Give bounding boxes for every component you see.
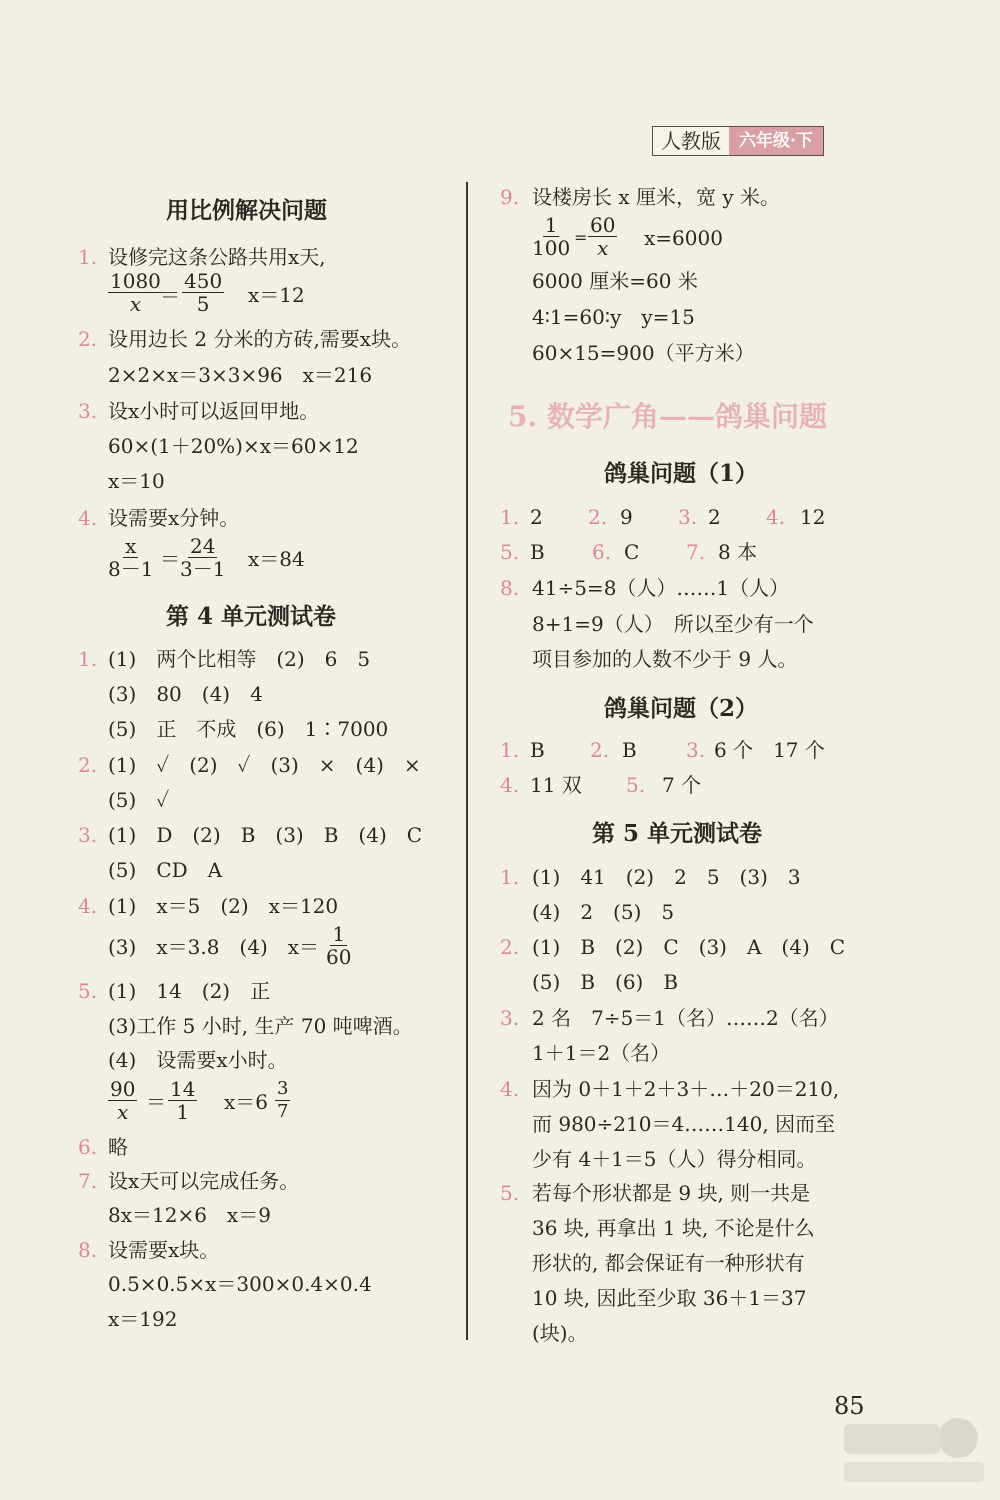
q-number: 7. bbox=[686, 540, 706, 564]
q-number: 5. bbox=[78, 979, 98, 1003]
answer-line: 8+1=9（人） 所以至少有一个 bbox=[532, 612, 814, 636]
q-number: 3. bbox=[678, 505, 698, 529]
q-number: 9. bbox=[500, 185, 520, 209]
equals-sign: = bbox=[574, 228, 588, 247]
answer-line: 形状的, 都会保证有一种形状有 bbox=[532, 1251, 805, 1275]
q-number: 5. bbox=[500, 1181, 520, 1205]
answer-line: (4) 设需要x小时。 bbox=[108, 1048, 288, 1072]
q-number: 4. bbox=[78, 894, 98, 918]
q-number: 8. bbox=[78, 1238, 98, 1262]
answer-line: (1) B (2) C (3) A (4) C bbox=[532, 935, 846, 959]
answer-line: 项目参加的人数不少于 9 人。 bbox=[532, 647, 798, 671]
fraction: $\frac{1}{100}$ bbox=[532, 213, 571, 260]
answer-line: 6000 厘米=60 米 bbox=[532, 269, 698, 293]
answer-line: 2 bbox=[708, 505, 721, 529]
answer-line: 2×2×x＝3×3×96 x＝216 bbox=[108, 363, 373, 387]
answer-line: 2 bbox=[530, 505, 543, 529]
q-number: 1. bbox=[78, 647, 98, 671]
page-number: 85 bbox=[834, 1392, 865, 1420]
answer-line: (5) B (6) B bbox=[532, 970, 679, 994]
q-number: 1. bbox=[500, 738, 520, 762]
answer-line: (1) 两个比相等 (2) 6 5 bbox=[108, 647, 371, 671]
answer-line: 9 bbox=[620, 505, 633, 529]
q-number: 2. bbox=[590, 738, 610, 762]
fraction: $\frac{14}{1}$ bbox=[170, 1077, 196, 1124]
answer-line: (1) 41 (2) 2 5 (3) 3 bbox=[532, 865, 801, 889]
q-number: 2. bbox=[588, 505, 608, 529]
edition-tag bbox=[652, 126, 824, 156]
q-number: 2. bbox=[78, 753, 98, 777]
answer-line: C bbox=[624, 540, 640, 564]
q-number: 1. bbox=[78, 245, 98, 269]
equals-sign: ＝ bbox=[160, 547, 180, 571]
answer-line: 2 名 7÷5＝1（名）……2（名） bbox=[532, 1006, 839, 1030]
answer-line: 设修完这条公路共用x天, bbox=[108, 245, 326, 269]
answer-line: (块)。 bbox=[532, 1321, 588, 1345]
answer-line: 因为 0＋1＋2＋3＋…＋20＝210, bbox=[532, 1077, 840, 1101]
answer-line: 1＋1＝2（名） bbox=[532, 1041, 671, 1065]
column-divider bbox=[466, 182, 468, 1340]
answer-line: 8x＝12×6 x＝9 bbox=[108, 1203, 271, 1227]
answer-line: (4) 2 (5) 5 bbox=[532, 900, 675, 924]
fraction: $\frac{450}{5}$ bbox=[184, 269, 223, 316]
fraction: $\frac{1080}{x}$ bbox=[110, 269, 161, 316]
answer-line: 7 个 bbox=[662, 773, 702, 797]
answer-line: B bbox=[530, 738, 545, 762]
equals-sign: ＝ bbox=[146, 1090, 166, 1114]
q-number: 4. bbox=[500, 773, 520, 797]
answer-line: 60×(1＋20%)×x＝60×12 bbox=[108, 434, 359, 458]
q-number: 7. bbox=[78, 1169, 98, 1193]
answer-line: 10 块, 因此至少取 36＋1＝37 bbox=[532, 1286, 807, 1310]
section-title-unit4-test: 第 4 单元测试卷 bbox=[166, 603, 337, 630]
answer-line: 41÷5=8（人）……1（人） bbox=[532, 576, 790, 600]
answer-line: 12 bbox=[800, 505, 826, 529]
answer-line: (1) 14 (2) 正 bbox=[108, 979, 271, 1003]
q-number: 3. bbox=[78, 399, 98, 423]
answer-line: 设x小时可以返回甲地。 bbox=[108, 399, 320, 423]
q-number: 1. bbox=[500, 505, 520, 529]
answer-line: (5) CD A bbox=[108, 858, 223, 882]
answer-line: B bbox=[622, 738, 637, 762]
answer-line: x＝6 bbox=[224, 1090, 269, 1114]
watermark-logo-icon bbox=[840, 1410, 990, 1490]
fraction: $\frac{3}{7}$ bbox=[277, 1078, 289, 1122]
answer-line: 60×15=900（平方米） bbox=[532, 341, 755, 365]
answer-line: x＝192 bbox=[108, 1307, 178, 1331]
answer-line: (3) x＝3.8 (4) x＝ bbox=[108, 935, 320, 959]
answer-line: 略 bbox=[108, 1135, 128, 1159]
q-number: 3. bbox=[500, 1006, 520, 1030]
equals-sign: ＝ bbox=[160, 283, 180, 307]
answer-line: (1) D (2) B (3) B (4) C bbox=[108, 823, 423, 847]
answer-line: 设需要x块。 bbox=[108, 1238, 220, 1262]
answer-line: (1) x＝5 (2) x＝120 bbox=[108, 894, 339, 918]
answer-line: 8 本 bbox=[718, 540, 758, 564]
answer-line: x＝12 bbox=[248, 283, 305, 307]
section-title-proportion: 用比例解决问题 bbox=[166, 197, 327, 224]
q-number: 6. bbox=[592, 540, 612, 564]
q-number: 5. bbox=[500, 540, 520, 564]
q-number: 4. bbox=[766, 505, 786, 529]
fraction: $\frac{1}{60}$ bbox=[326, 922, 352, 969]
answer-line: 而 980÷210＝4……140, 因而至 bbox=[532, 1112, 836, 1136]
answer-line: 36 块, 再拿出 1 块, 不论是什么 bbox=[532, 1216, 815, 1240]
answer-line: (5) 正 不成 (6) 1∶7000 bbox=[108, 717, 389, 741]
fraction: $\frac{x}{8-1}$ bbox=[108, 534, 154, 581]
answer-line: 若每个形状都是 9 块, 则一共是 bbox=[532, 1181, 811, 1205]
edition-label: 人教版 bbox=[653, 127, 729, 155]
q-number: 4. bbox=[500, 1077, 520, 1101]
answer-line: (5) ✓ bbox=[108, 788, 170, 812]
answer-line: 少有 4＋1＝5（人）得分相同。 bbox=[532, 1147, 817, 1171]
answer-line: 设楼房长 x 厘米，宽 y 米。 bbox=[532, 185, 781, 209]
answer-line: 6 个 17 个 bbox=[714, 738, 825, 762]
q-number: 3. bbox=[686, 738, 706, 762]
answer-line: 11 双 bbox=[530, 773, 582, 797]
q-number: 5. bbox=[626, 773, 646, 797]
answer-line: 0.5×0.5×x＝300×0.4×0.4 bbox=[108, 1272, 372, 1296]
answer-line: x＝10 bbox=[108, 469, 165, 493]
q-number: 1. bbox=[500, 865, 520, 889]
answer-line: (1) ✓ (2) ✓ (3) × (4) × bbox=[108, 753, 421, 777]
answer-line: x＝84 bbox=[248, 547, 305, 571]
q-number: 3. bbox=[78, 823, 98, 847]
q-number: 8. bbox=[500, 576, 520, 600]
fraction: $\frac{24}{3-1}$ bbox=[180, 534, 226, 581]
grade-label: 六年级·下 bbox=[729, 127, 823, 155]
section-title-unit5-test: 第 5 单元测试卷 bbox=[592, 820, 763, 847]
answer-line: B bbox=[530, 540, 545, 564]
fraction: $\frac{60}{x}$ bbox=[590, 213, 616, 260]
answer-line: (3)工作 5 小时, 生产 70 吨啤酒。 bbox=[108, 1014, 413, 1038]
q-number: 4. bbox=[78, 506, 98, 530]
q-number: 2. bbox=[78, 327, 98, 351]
section-title-pigeonhole-1: 鸽巢问题（1） bbox=[604, 460, 759, 487]
q-number: 6. bbox=[78, 1135, 98, 1159]
answer-line: (3) 80 (4) 4 bbox=[108, 682, 263, 706]
fraction: $\frac{90}{x}$ bbox=[110, 1077, 136, 1124]
answer-line: 设x天可以完成任务。 bbox=[108, 1169, 300, 1193]
section-title-pigeonhole-2: 鸽巢问题（2） bbox=[604, 695, 759, 722]
unit-title: 5. 数学广角——鸽巢问题 bbox=[508, 400, 827, 433]
answer-line: x=6000 bbox=[644, 226, 723, 250]
answer-line: 设需要x分钟。 bbox=[108, 506, 240, 530]
answer-line: 设用边长 2 分米的方砖,需要x块。 bbox=[108, 327, 412, 351]
q-number: 2. bbox=[500, 935, 520, 959]
answer-line: 4∶1=60∶y y=15 bbox=[532, 305, 695, 329]
